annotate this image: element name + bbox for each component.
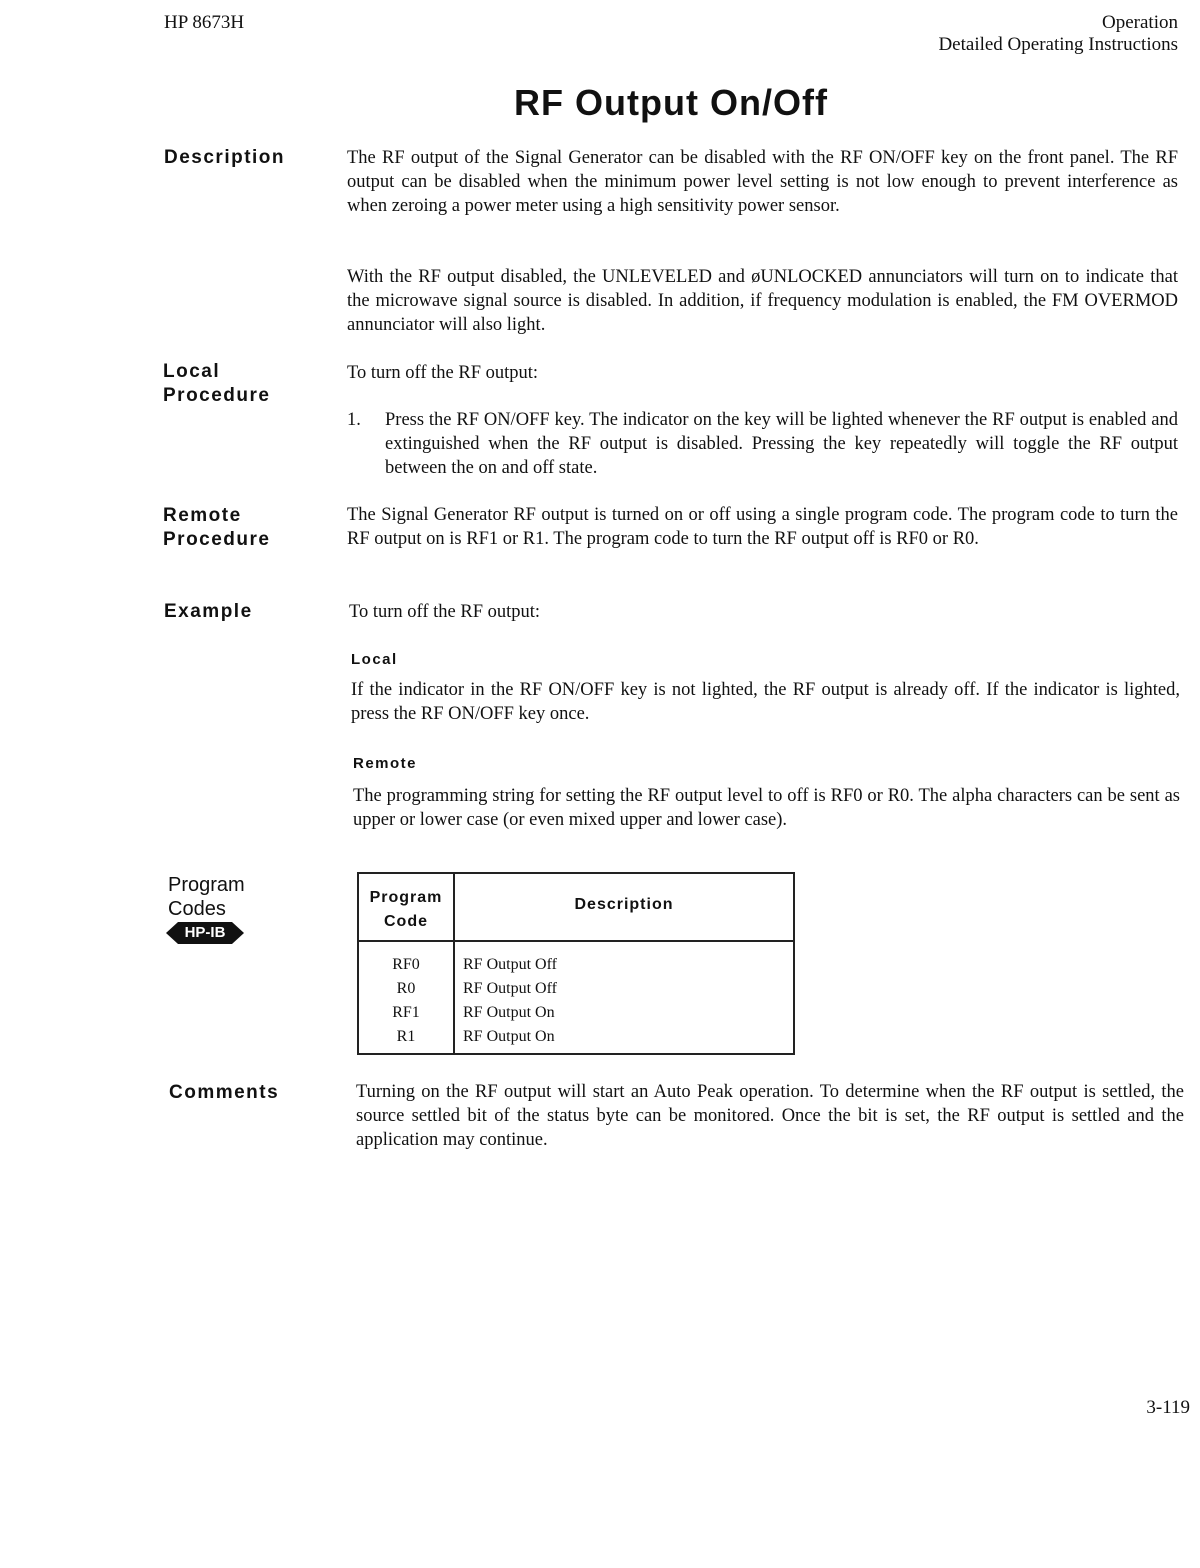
table-row-1-code: RF0 bbox=[392, 956, 420, 973]
local-procedure-label-line2: Procedure bbox=[163, 385, 271, 406]
page-number: 3-119 bbox=[1146, 1397, 1190, 1418]
page-title: RF Output On/Off bbox=[514, 82, 828, 123]
table-header-description: Description bbox=[574, 896, 674, 913]
table-header-divider bbox=[359, 940, 793, 942]
header-subsection: Detailed Operating Instructions bbox=[938, 34, 1178, 55]
description-paragraph-1: The RF output of the Signal Generator can be disabled with the RF ON/OFF key on the front panel. The RF output can be disabled when the minimum power level setting is not low enough to prevent interference as when zeroing a power meter using a high sensitivity power sensor. bbox=[347, 148, 1178, 216]
local-procedure-label-line1: Local bbox=[163, 361, 221, 382]
table-header-code-line2: Code bbox=[384, 913, 428, 930]
remote-procedure-label-line1: Remote bbox=[163, 505, 242, 526]
example-remote-heading: Remote bbox=[353, 755, 418, 772]
hp-ib-badge bbox=[166, 922, 244, 944]
comments-label: Comments bbox=[169, 1082, 280, 1103]
table-row-2-code: R0 bbox=[396, 980, 416, 997]
local-procedure-intro: To turn off the RF output: bbox=[347, 363, 539, 383]
header-section: Operation bbox=[1102, 12, 1178, 33]
example-intro: To turn off the RF output: bbox=[349, 602, 541, 622]
hp-ib-badge-label: HP-IB bbox=[184, 924, 226, 941]
comments-text: Turning on the RF output will start an Auto Peak operation. To determine when the RF output is settled, the source settled bit of the status byte can be monitored. Once the bit is set, the RF output is settled and the application may continue. bbox=[356, 1082, 1184, 1150]
local-procedure-step bbox=[347, 408, 1178, 480]
table-row-2-description: RF Output Off bbox=[463, 980, 557, 997]
local-procedure-step-text: Press the RF ON/OFF key. The indicator on the key will be lighted whenever the RF output is enabled and extinguished when the RF output is disabled. Pressing the key repeatedly will toggle the RF output between the on and off state. bbox=[385, 410, 1178, 478]
program-codes-table bbox=[357, 872, 795, 1055]
description-label: Description bbox=[164, 147, 286, 168]
example-local-heading: Local bbox=[351, 651, 398, 668]
table-row-3-description: RF Output On bbox=[463, 1004, 555, 1021]
table-row-4-code: R1 bbox=[396, 1028, 416, 1045]
program-codes-label-line1: Program bbox=[168, 874, 245, 896]
program-codes-label-line2: Codes bbox=[168, 898, 226, 920]
example-label: Example bbox=[164, 601, 253, 622]
example-local-text: If the indicator in the RF ON/OFF key is not lighted, the RF output is already off. If the indicator is lighted, press the RF ON/OFF key once. bbox=[351, 680, 1180, 724]
remote-procedure-label-line2: Procedure bbox=[163, 529, 271, 550]
header-model: HP 8673H bbox=[164, 12, 245, 33]
description-paragraph-2: With the RF output disabled, the UNLEVELED and øUNLOCKED annunciators will turn on to indicate that the microwave signal source is disabled. In addition, if frequency modulation is enabled, the FM OVERMOD annunciator will also light. bbox=[347, 267, 1178, 335]
local-procedure-step-number: 1. bbox=[347, 410, 361, 430]
table-header-code bbox=[359, 886, 453, 934]
table-row-3-code: RF1 bbox=[392, 1004, 420, 1021]
table-row-4-description: RF Output On bbox=[463, 1028, 555, 1045]
table-header-code-line1: Program bbox=[369, 889, 443, 906]
remote-procedure-text: The Signal Generator RF output is turned on or off using a single program code. The program code to turn the RF output on is RF1 or R1. The program code to turn the RF output off is RF0 or R0. bbox=[347, 505, 1178, 549]
example-remote-text: The programming string for setting the RF output level to off is RF0 or R0. The alpha characters can be sent as upper or lower case (or even mixed upper and lower case). bbox=[353, 786, 1180, 830]
table-row-1-description: RF Output Off bbox=[463, 956, 557, 973]
